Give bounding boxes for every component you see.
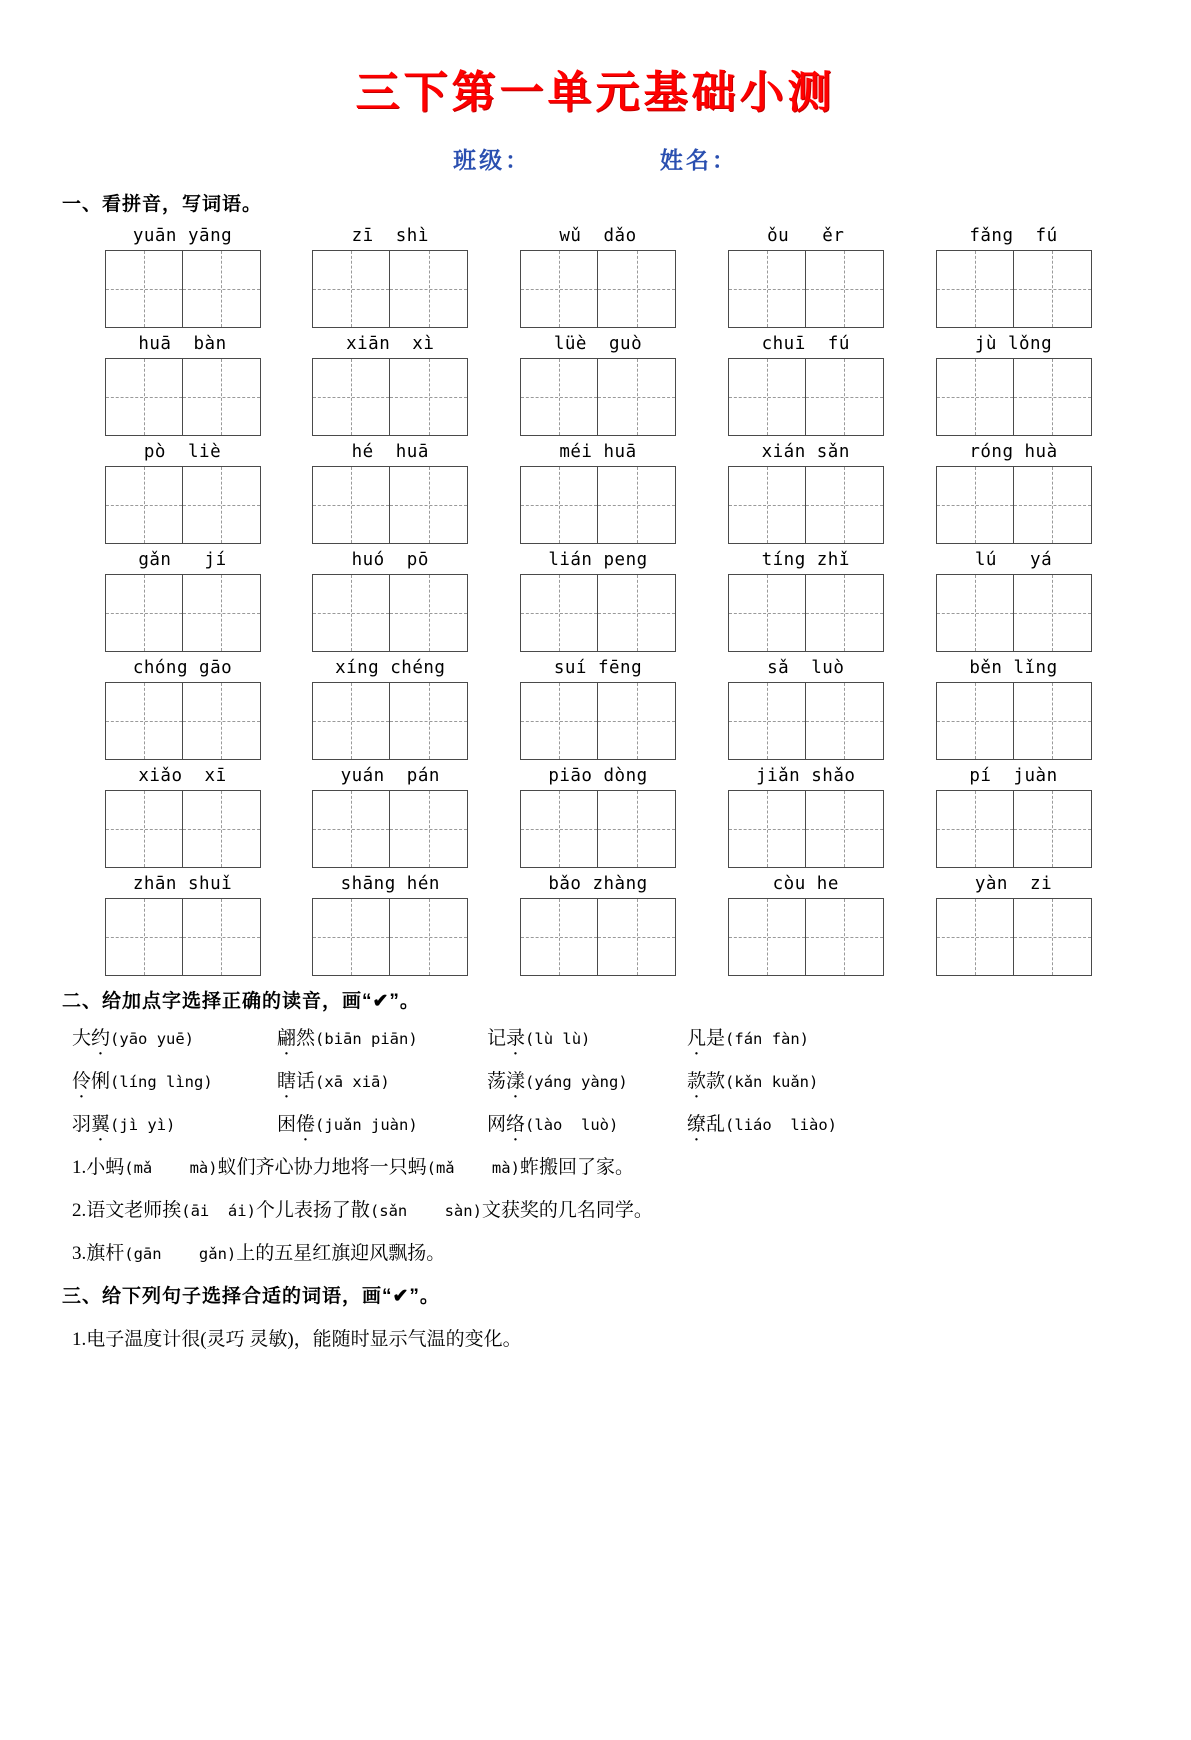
word-char: 记 xyxy=(487,1028,507,1049)
pinyin-word-group xyxy=(308,330,473,436)
word-char: 话 xyxy=(296,1071,316,1092)
answer-boxes xyxy=(312,898,468,976)
tianzi-cell[interactable] xyxy=(936,250,1014,328)
tianzi-cell[interactable] xyxy=(806,682,884,760)
tianzi-cell[interactable] xyxy=(598,358,676,436)
pinyin-word-group xyxy=(516,546,681,652)
pinyin-label: lüè guò xyxy=(553,334,643,354)
tianzi-cell[interactable] xyxy=(598,898,676,976)
pinyin-label: lián peng xyxy=(548,550,648,570)
answer-boxes xyxy=(312,574,468,652)
pinyin-word-group xyxy=(516,330,681,436)
pinyin-word-group xyxy=(931,546,1096,652)
pinyin-row xyxy=(100,546,1096,652)
sentence-text: 个儿表扬了散 xyxy=(255,1200,370,1221)
tianzi-cell[interactable] xyxy=(598,250,676,328)
pinyin-word-group xyxy=(100,762,265,868)
pinyin-label: huā bàn xyxy=(138,334,227,354)
tianzi-cell[interactable] xyxy=(312,250,390,328)
word-char: 困 xyxy=(277,1114,297,1135)
word-char: 羽 xyxy=(72,1114,92,1135)
pinyin-options[interactable]: (líng lìng) xyxy=(110,1073,213,1091)
answer-boxes xyxy=(936,898,1092,976)
tianzi-cell[interactable] xyxy=(728,358,806,436)
pinyin-label: jiǎn shǎo xyxy=(756,766,856,786)
choice-row xyxy=(72,1109,1121,1136)
sentence-text: 蚱搬回了家。 xyxy=(519,1157,634,1178)
answer-boxes xyxy=(728,574,884,652)
pinyin-options[interactable]: (jì yì) xyxy=(110,1116,176,1134)
pinyin-label: tíng zhǐ xyxy=(761,550,850,570)
tianzi-cell[interactable] xyxy=(598,574,676,652)
pinyin-label: yuán pán xyxy=(340,766,440,786)
tianzi-cell[interactable] xyxy=(105,466,183,544)
pronunciation-choice-item[interactable] xyxy=(487,1023,687,1050)
pinyin-word-group xyxy=(931,654,1096,760)
pinyin-word-group xyxy=(723,330,888,436)
word-char: 款 xyxy=(706,1071,726,1092)
answer-boxes xyxy=(728,466,884,544)
pinyin-label: hé huā xyxy=(351,442,429,462)
answer-boxes xyxy=(105,358,261,436)
answer-boxes xyxy=(312,466,468,544)
tianzi-cell[interactable] xyxy=(520,790,598,868)
pinyin-options[interactable]: (juǎn juàn) xyxy=(315,1116,418,1134)
tianzi-cell[interactable] xyxy=(390,898,468,976)
student-info-line xyxy=(0,142,1191,175)
tianzi-cell[interactable] xyxy=(183,790,261,868)
pinyin-options[interactable]: (gān gǎn) xyxy=(124,1245,237,1263)
word-char: 荡 xyxy=(487,1071,507,1092)
tianzi-cell[interactable] xyxy=(105,574,183,652)
pinyin-label: chuī fú xyxy=(761,334,850,354)
tianzi-cell[interactable] xyxy=(390,682,468,760)
pinyin-word-group xyxy=(931,222,1096,328)
tianzi-cell[interactable] xyxy=(936,898,1014,976)
answer-boxes xyxy=(936,466,1092,544)
pinyin-label: jù lǒng xyxy=(974,334,1053,354)
tianzi-cell[interactable] xyxy=(936,358,1014,436)
tianzi-cell[interactable] xyxy=(312,574,390,652)
choice-sentence[interactable] xyxy=(72,1152,1121,1179)
pronunciation-choice-item[interactable] xyxy=(487,1066,687,1093)
pinyin-options[interactable]: (lù lù) xyxy=(525,1030,591,1048)
pinyin-label: yàn zi xyxy=(974,874,1053,894)
tianzi-cell[interactable] xyxy=(1014,790,1092,868)
pinyin-row xyxy=(100,654,1096,760)
dotted-char: 凡 xyxy=(687,1028,707,1049)
worksheet-page xyxy=(0,56,1191,1740)
pinyin-word-group xyxy=(308,438,473,544)
tianzi-cell[interactable] xyxy=(312,898,390,976)
tianzi-cell[interactable] xyxy=(390,574,468,652)
pinyin-label: róng huà xyxy=(969,442,1058,462)
answer-boxes xyxy=(520,682,676,760)
tianzi-cell[interactable] xyxy=(806,574,884,652)
pinyin-options[interactable]: (yáng yàng) xyxy=(525,1073,628,1091)
pinyin-row xyxy=(100,222,1096,328)
tianzi-cell[interactable] xyxy=(728,682,806,760)
tianzi-cell[interactable] xyxy=(520,466,598,544)
tianzi-cell[interactable] xyxy=(183,466,261,544)
pinyin-word-group xyxy=(100,546,265,652)
pinyin-row xyxy=(100,762,1096,868)
pinyin-options[interactable]: (mǎ mà) xyxy=(426,1159,520,1177)
tianzi-cell[interactable] xyxy=(598,682,676,760)
answer-boxes xyxy=(936,682,1092,760)
tianzi-cell[interactable] xyxy=(936,466,1014,544)
pinyin-options[interactable]: (liáo liào) xyxy=(725,1116,838,1134)
dotted-char: 络 xyxy=(506,1114,526,1135)
pinyin-label: xiān xì xyxy=(346,334,435,354)
tianzi-cell[interactable] xyxy=(1014,574,1092,652)
answer-boxes xyxy=(936,358,1092,436)
dotted-char: 翼 xyxy=(91,1114,111,1135)
answer-boxes xyxy=(520,250,676,328)
dotted-char: 缭 xyxy=(687,1114,707,1135)
sentence-text: 语文老师挨 xyxy=(86,1200,182,1221)
tianzi-cell[interactable] xyxy=(105,790,183,868)
pinyin-label: wǔ dǎo xyxy=(559,226,637,246)
pinyin-word-group xyxy=(931,438,1096,544)
pinyin-label: zī shì xyxy=(351,226,429,246)
answer-boxes xyxy=(728,682,884,760)
tianzi-cell[interactable] xyxy=(1014,682,1092,760)
pronunciation-choice-item[interactable] xyxy=(687,1109,887,1136)
pinyin-label: lú yá xyxy=(974,550,1053,570)
pinyin-word-group xyxy=(100,222,265,328)
pinyin-options[interactable]: (biān piān) xyxy=(315,1030,418,1048)
answer-boxes xyxy=(312,250,468,328)
pinyin-options[interactable]: (mǎ mà) xyxy=(124,1159,218,1177)
pinyin-word-group xyxy=(308,870,473,976)
pronunciation-choice-item[interactable] xyxy=(277,1066,487,1093)
tianzi-cell[interactable] xyxy=(598,790,676,868)
choice-row xyxy=(72,1023,1121,1050)
pinyin-label: ǒu ěr xyxy=(767,226,845,246)
tianzi-cell[interactable] xyxy=(1014,466,1092,544)
tianzi-cell[interactable] xyxy=(105,358,183,436)
word-char: 俐 xyxy=(91,1071,111,1092)
pinyin-options[interactable]: (āi ái) xyxy=(181,1202,256,1220)
pinyin-row xyxy=(100,438,1096,544)
pinyin-word-group xyxy=(516,222,681,328)
answer-boxes xyxy=(312,682,468,760)
pinyin-label: còu he xyxy=(772,874,839,894)
pinyin-word-group xyxy=(723,546,888,652)
choice-row xyxy=(72,1066,1121,1093)
pinyin-label: bǎo zhàng xyxy=(548,874,648,894)
pinyin-word-group xyxy=(516,762,681,868)
tianzi-cell[interactable] xyxy=(520,574,598,652)
answer-boxes xyxy=(520,790,676,868)
tianzi-cell[interactable] xyxy=(105,682,183,760)
pinyin-word-group xyxy=(516,654,681,760)
tianzi-cell[interactable] xyxy=(1014,250,1092,328)
dotted-char: 倦 xyxy=(296,1114,316,1135)
item-number: 3. xyxy=(72,1243,87,1264)
tianzi-cell[interactable] xyxy=(936,574,1014,652)
pinyin-label: běn lǐng xyxy=(969,658,1058,678)
pinyin-label: yuān yāng xyxy=(132,226,233,246)
tianzi-cell[interactable] xyxy=(728,790,806,868)
pinyin-word-group xyxy=(723,222,888,328)
item-number: 2. xyxy=(72,1200,87,1221)
pinyin-label: zhān shuǐ xyxy=(132,874,233,894)
tianzi-cell[interactable] xyxy=(520,250,598,328)
answer-boxes xyxy=(520,358,676,436)
pinyin-word-group xyxy=(931,870,1096,976)
sentence-text: 上的五星红旗迎风飘扬。 xyxy=(236,1243,446,1264)
pinyin-label: huó pō xyxy=(351,550,429,570)
pinyin-label: xiǎo xī xyxy=(138,766,227,786)
word-choice-sentence[interactable]: 1.电子温度计很(灵巧 灵敏)，能随时显示气温的变化。 xyxy=(72,1329,522,1350)
tianzi-cell[interactable] xyxy=(1014,898,1092,976)
pinyin-word-group xyxy=(723,870,888,976)
dotted-char: 翩 xyxy=(277,1028,297,1049)
pinyin-options[interactable]: (xā xiā) xyxy=(315,1073,390,1091)
answer-boxes xyxy=(105,898,261,976)
pinyin-label: xián sǎn xyxy=(761,442,850,462)
tianzi-cell[interactable] xyxy=(728,466,806,544)
tianzi-cell[interactable] xyxy=(520,358,598,436)
tianzi-cell[interactable] xyxy=(390,250,468,328)
name-label: 姓名： xyxy=(659,147,738,173)
answer-boxes xyxy=(728,358,884,436)
word-char: 乱 xyxy=(706,1114,726,1135)
pronunciation-choice-item[interactable] xyxy=(72,1023,277,1050)
pinyin-writing-grid xyxy=(0,222,1191,976)
pronunciation-choice-item[interactable] xyxy=(72,1109,277,1136)
pinyin-word-group xyxy=(100,438,265,544)
word-char: 是 xyxy=(706,1028,726,1049)
pronunciation-choice-item[interactable] xyxy=(277,1109,487,1136)
pinyin-options[interactable]: (yāo yuē) xyxy=(110,1030,195,1048)
answer-boxes xyxy=(936,250,1092,328)
answer-boxes xyxy=(936,574,1092,652)
dotted-char: 伶 xyxy=(72,1071,92,1092)
pinyin-word-group xyxy=(100,870,265,976)
answer-boxes xyxy=(728,790,884,868)
sentence-text: 蚁们齐心协力地将一只蚂 xyxy=(217,1157,427,1178)
pinyin-word-group xyxy=(723,438,888,544)
section3-title: 三、给下列句子选择合适的词语，画“✔”。 xyxy=(62,1286,440,1307)
pinyin-word-group xyxy=(308,222,473,328)
dotted-char: 款 xyxy=(687,1071,707,1092)
page-title: 三下第一单元基础小测 xyxy=(355,68,836,117)
pinyin-label: chóng gāo xyxy=(132,658,233,678)
word-char: 大 xyxy=(72,1028,92,1049)
pinyin-row xyxy=(100,330,1096,436)
pinyin-label: piāo dòng xyxy=(548,766,648,786)
tianzi-cell[interactable] xyxy=(806,358,884,436)
pinyin-options[interactable]: (fán fàn) xyxy=(725,1030,810,1048)
tianzi-cell[interactable] xyxy=(183,898,261,976)
answer-boxes xyxy=(520,898,676,976)
pinyin-label: méi huā xyxy=(559,442,637,462)
pinyin-options[interactable]: (lào luò) xyxy=(525,1116,619,1134)
dotted-char: 漾 xyxy=(506,1071,526,1092)
tianzi-cell[interactable] xyxy=(520,682,598,760)
answer-boxes xyxy=(936,790,1092,868)
tianzi-cell[interactable] xyxy=(520,898,598,976)
pronunciation-choice-item[interactable] xyxy=(687,1066,887,1093)
pinyin-label: sǎ luò xyxy=(767,658,845,678)
pinyin-word-group xyxy=(931,762,1096,868)
sentence-text: 文获奖的几名同学。 xyxy=(481,1200,653,1221)
dotted-char: 瞎 xyxy=(277,1071,297,1092)
pinyin-word-group xyxy=(100,654,265,760)
tianzi-cell[interactable] xyxy=(806,898,884,976)
answer-boxes xyxy=(105,250,261,328)
item-number: 1. xyxy=(72,1157,87,1178)
tianzi-cell[interactable] xyxy=(936,790,1014,868)
pinyin-word-group xyxy=(723,654,888,760)
tianzi-cell[interactable] xyxy=(728,574,806,652)
answer-boxes xyxy=(105,466,261,544)
tianzi-cell[interactable] xyxy=(390,790,468,868)
answer-boxes xyxy=(312,358,468,436)
answer-boxes xyxy=(520,466,676,544)
tianzi-cell[interactable] xyxy=(728,898,806,976)
tianzi-cell[interactable] xyxy=(936,682,1014,760)
tianzi-cell[interactable] xyxy=(806,790,884,868)
pinyin-word-group xyxy=(308,654,473,760)
pronunciation-choice-item[interactable] xyxy=(487,1109,687,1136)
tianzi-cell[interactable] xyxy=(806,466,884,544)
pinyin-label: fǎng fú xyxy=(969,226,1058,246)
choice-sentence[interactable] xyxy=(72,1238,1121,1265)
dotted-char: 约 xyxy=(91,1028,111,1049)
sentence-text: 小蚂 xyxy=(86,1157,125,1178)
pinyin-label: pò liè xyxy=(143,442,222,462)
word-choice-block xyxy=(0,1324,1191,1351)
tianzi-cell[interactable] xyxy=(183,574,261,652)
answer-boxes xyxy=(105,682,261,760)
pinyin-word-group xyxy=(308,762,473,868)
pinyin-label: xíng chéng xyxy=(335,658,446,678)
tianzi-cell[interactable] xyxy=(312,358,390,436)
answer-boxes xyxy=(728,250,884,328)
tianzi-cell[interactable] xyxy=(312,466,390,544)
pinyin-options[interactable]: (sǎn sàn) xyxy=(369,1202,482,1220)
word-char: 网 xyxy=(487,1114,507,1135)
answer-boxes xyxy=(105,574,261,652)
pinyin-word-group xyxy=(516,870,681,976)
tianzi-cell[interactable] xyxy=(312,790,390,868)
pinyin-label: gǎn jí xyxy=(138,550,227,570)
tianzi-cell[interactable] xyxy=(183,358,261,436)
pinyin-word-group xyxy=(516,438,681,544)
tianzi-cell[interactable] xyxy=(1014,358,1092,436)
tianzi-cell[interactable] xyxy=(806,250,884,328)
tianzi-cell[interactable] xyxy=(390,466,468,544)
pronunciation-choice-item[interactable] xyxy=(277,1023,487,1050)
tianzi-cell[interactable] xyxy=(105,898,183,976)
tianzi-cell[interactable] xyxy=(312,682,390,760)
pinyin-label: suí fēng xyxy=(553,658,643,678)
answer-boxes xyxy=(520,574,676,652)
pronunciation-choice-item[interactable] xyxy=(687,1023,887,1050)
pinyin-word-group xyxy=(100,330,265,436)
answer-boxes xyxy=(728,898,884,976)
section2-title: 二、给加点字选择正确的读音，画“✔”。 xyxy=(62,991,420,1012)
pinyin-row xyxy=(100,870,1096,976)
answer-boxes xyxy=(105,790,261,868)
pronunciation-choice-item[interactable] xyxy=(72,1066,277,1093)
choice-sentence[interactable] xyxy=(72,1195,1121,1222)
tianzi-cell[interactable] xyxy=(728,250,806,328)
tianzi-cell[interactable] xyxy=(390,358,468,436)
dotted-char: 录 xyxy=(506,1028,526,1049)
pinyin-word-group xyxy=(723,762,888,868)
pinyin-options[interactable]: (kǎn kuǎn) xyxy=(725,1073,819,1091)
tianzi-cell[interactable] xyxy=(598,466,676,544)
word-char: 然 xyxy=(296,1028,316,1049)
pronunciation-choice-block xyxy=(0,1023,1191,1265)
tianzi-cell[interactable] xyxy=(183,682,261,760)
answer-boxes xyxy=(312,790,468,868)
section1-title: 一、看拼音，写词语。 xyxy=(62,194,263,215)
sentence-text: 旗杆 xyxy=(86,1243,125,1264)
pinyin-word-group xyxy=(931,330,1096,436)
class-label: 班级： xyxy=(453,147,532,173)
pinyin-label: shāng hén xyxy=(340,874,440,894)
tianzi-cell[interactable] xyxy=(183,250,261,328)
pinyin-label: pí juàn xyxy=(969,766,1058,786)
tianzi-cell[interactable] xyxy=(105,250,183,328)
pinyin-word-group xyxy=(308,546,473,652)
